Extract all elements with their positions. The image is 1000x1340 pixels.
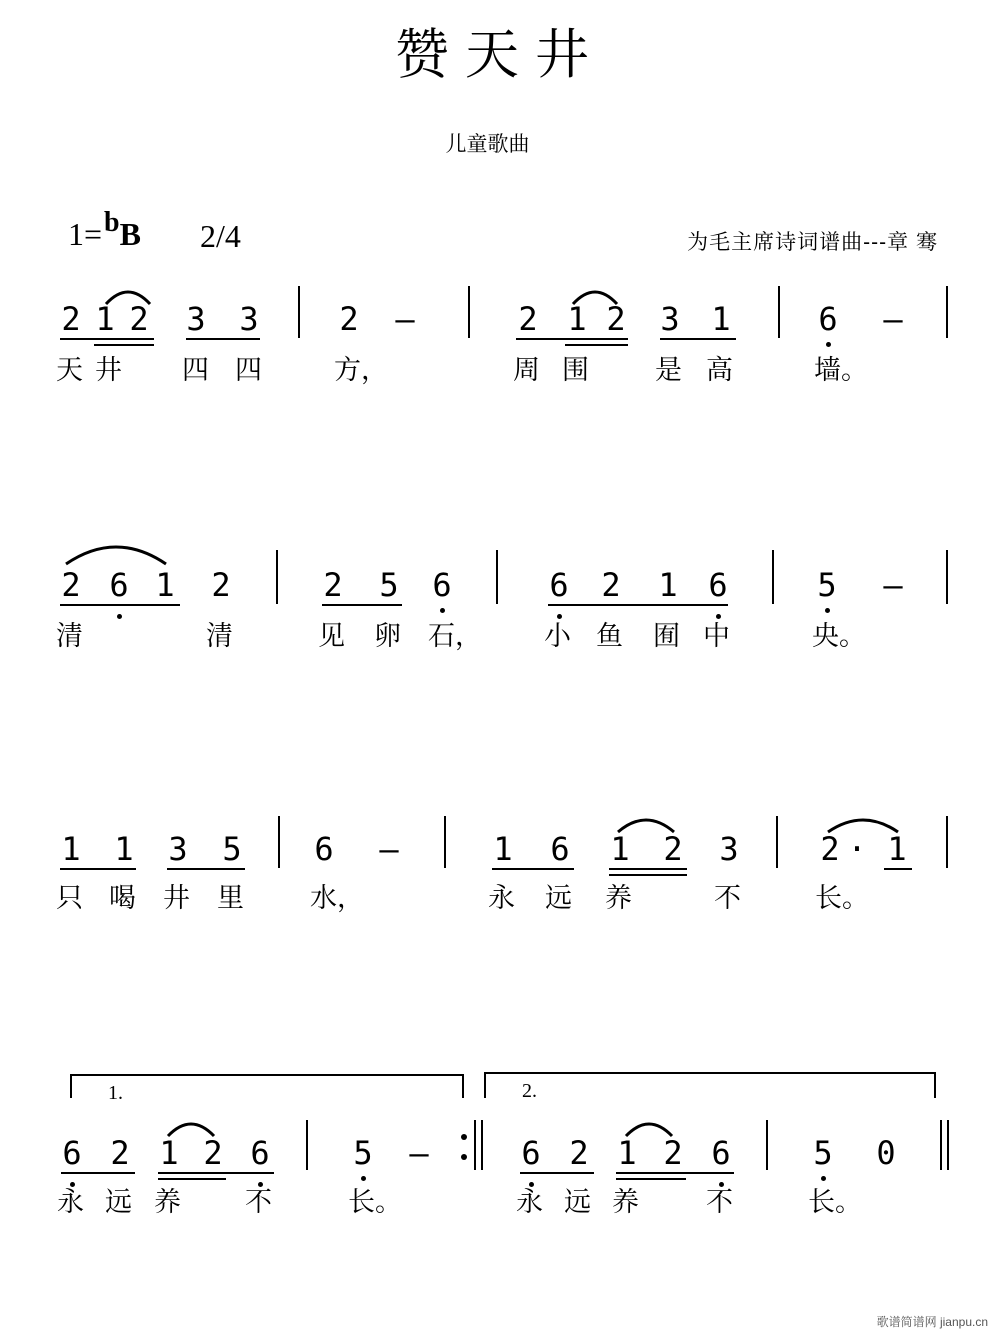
note: 2: [61, 300, 81, 338]
underline: [158, 1172, 274, 1174]
low-octave-dot: [821, 1176, 826, 1181]
note: 1: [887, 830, 907, 868]
second-ending-label: 2.: [522, 1080, 537, 1102]
volta-edge: [484, 1072, 486, 1098]
note: 5: [379, 566, 399, 604]
note: 2: [518, 300, 538, 338]
note: 6: [521, 1134, 541, 1172]
watermark: 歌谱简谱网 jianpu.cn: [876, 1315, 988, 1329]
lyric: 四: [182, 355, 209, 386]
lyric: 周: [513, 355, 540, 386]
dash: –: [883, 566, 903, 604]
volta-bracket-2: [484, 1072, 936, 1074]
note: 2: [663, 830, 683, 868]
volta-edge: [462, 1074, 464, 1098]
note: 2: [339, 300, 359, 338]
lyric: 长。: [815, 883, 869, 914]
lyric: 四: [235, 355, 262, 386]
note: 1: [61, 830, 81, 868]
note: 5: [813, 1134, 833, 1172]
lyric: 养: [154, 1187, 181, 1218]
repeat-barline: [481, 1120, 483, 1170]
lyric: 远: [545, 883, 572, 914]
lyric: 远: [564, 1187, 591, 1218]
note: 2: [203, 1134, 223, 1172]
lyric: 不: [245, 1187, 272, 1218]
lyric: 见: [318, 621, 345, 652]
lyric: 井: [95, 355, 122, 386]
volta-bracket-1: [70, 1074, 464, 1076]
note: 6: [708, 566, 728, 604]
rest: 0: [876, 1134, 896, 1172]
note: 3: [719, 830, 739, 868]
final-barline: [947, 1120, 949, 1170]
lyric: 清: [206, 621, 233, 652]
barline: [306, 1120, 308, 1170]
note: 2: [323, 566, 343, 604]
lyric: 永: [516, 1187, 543, 1218]
lyric: 中: [703, 621, 730, 652]
underline: [616, 1172, 734, 1174]
note: 1: [155, 566, 175, 604]
dash: –: [395, 300, 415, 338]
slur: [166, 1118, 216, 1138]
lyric: 清: [56, 621, 83, 652]
lyric: 囿: [653, 621, 680, 652]
lyric: 喝: [109, 883, 136, 914]
lyric: 只: [56, 883, 83, 914]
key-note: B: [119, 216, 141, 252]
lyric: 井: [163, 883, 190, 914]
lyric: 天: [56, 355, 83, 386]
note: 1: [159, 1134, 179, 1172]
note: 5: [353, 1134, 373, 1172]
note: 6: [109, 566, 129, 604]
underline: [61, 1172, 135, 1174]
final-barline: [940, 1120, 942, 1170]
note: 5: [817, 566, 837, 604]
lyric: 小: [544, 621, 571, 652]
note: 2: [820, 830, 840, 868]
slur: [624, 1118, 674, 1138]
flat-sign: b: [104, 207, 120, 238]
lyric: 长。: [808, 1187, 862, 1218]
note: 2: [211, 566, 231, 604]
time-signature: 2/4: [200, 218, 241, 254]
note: 6: [62, 1134, 82, 1172]
note: 2: [606, 300, 626, 338]
note: 1: [95, 300, 115, 338]
lyric: 墙。: [814, 355, 868, 386]
dash: –: [883, 300, 903, 338]
lyric: 远: [105, 1187, 132, 1218]
repeat-barline: [474, 1120, 476, 1170]
note: 6: [250, 1134, 270, 1172]
note: 1: [658, 566, 678, 604]
lyric: 方，: [334, 355, 388, 386]
note: 2: [110, 1134, 130, 1172]
underline: [616, 1178, 686, 1180]
note: 2: [601, 566, 621, 604]
note: 1: [617, 1134, 637, 1172]
volta-edge: [934, 1072, 936, 1098]
note: 1: [610, 830, 630, 868]
composer-credit: 为毛主席诗词谱曲---章 骞: [687, 231, 938, 254]
note: 2: [61, 566, 81, 604]
note: 3: [186, 300, 206, 338]
note: 5: [222, 830, 242, 868]
first-ending-label: 1.: [108, 1082, 123, 1104]
note: 3: [168, 830, 188, 868]
note: 2: [663, 1134, 683, 1172]
lyric: 石，: [428, 621, 482, 652]
note: 2: [129, 300, 149, 338]
lyric: 养: [612, 1187, 639, 1218]
lyric: 水，: [310, 883, 364, 914]
lyric: 不: [714, 883, 741, 914]
lyric: 永: [488, 883, 515, 914]
lyric: 卵: [374, 621, 401, 652]
dash: –: [409, 1134, 429, 1172]
note: 1: [711, 300, 731, 338]
dot-mark: ·: [847, 830, 867, 868]
note: 3: [239, 300, 259, 338]
repeat-dot: [461, 1154, 467, 1160]
note: 1: [567, 300, 587, 338]
underline: [158, 1178, 226, 1180]
key-prefix: 1=: [68, 216, 103, 252]
note: 3: [660, 300, 680, 338]
note: 6: [711, 1134, 731, 1172]
note: 2: [569, 1134, 589, 1172]
note: 6: [550, 830, 570, 868]
song-title: 赞天井: [395, 23, 605, 86]
dash: –: [379, 830, 399, 868]
note: 1: [493, 830, 513, 868]
volta-edge: [70, 1074, 72, 1098]
underline: [520, 1172, 594, 1174]
lyric: 里: [217, 883, 244, 914]
lyric: 是: [655, 355, 682, 386]
lyric: 永: [57, 1187, 84, 1218]
note: 1: [114, 830, 134, 868]
low-octave-dot: [361, 1176, 366, 1181]
note: 6: [314, 830, 334, 868]
lyric: 鱼: [596, 621, 623, 652]
lyric: 央。: [812, 621, 866, 652]
lyric: 高: [706, 355, 733, 386]
note: 6: [818, 300, 838, 338]
lyric: 围: [562, 355, 589, 386]
song-subtitle: 儿童歌曲: [445, 133, 530, 156]
note: 6: [549, 566, 569, 604]
lyric: 长。: [348, 1187, 402, 1218]
lyric: 养: [605, 883, 632, 914]
lyric: 不: [706, 1187, 733, 1218]
repeat-dot: [461, 1134, 467, 1140]
barline: [766, 1120, 768, 1170]
note: 6: [432, 566, 452, 604]
